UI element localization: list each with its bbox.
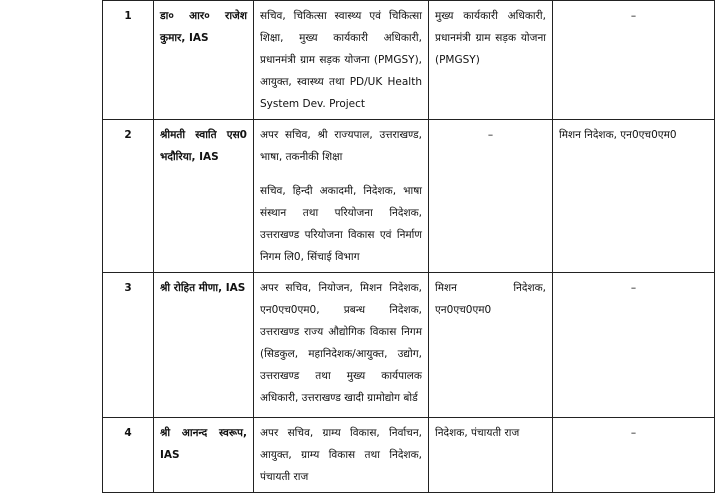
officer-name: श्री रोहित मीणा, IAS: [154, 273, 254, 418]
new-responsibility: –: [553, 418, 715, 493]
new-responsibility: मिशन निदेशक, एन0एच0एम0: [553, 120, 715, 273]
table-row: [103, 120, 715, 273]
serial-number: 2: [103, 120, 154, 273]
relieved-responsibility: निदेशक, पंचायती राज: [429, 418, 553, 493]
serial-number: 3: [103, 273, 154, 418]
new-responsibility: –: [553, 1, 715, 120]
officer-transfer-table: [102, 0, 715, 493]
responsibility-text: सचिव, हिन्दी अकादमी, निदेशक, भाषा संस्थान तथा परियोजना निदेशक, उत्तराखण्ड परियोजना विकास एवं निर्माण निगम लि0, सिंचाई विभाग: [260, 185, 422, 263]
table-row: [103, 1, 715, 120]
officer-name: श्री आनन्द स्वरूप, IAS: [154, 418, 254, 493]
relieved-responsibility: मिशन निदेशक, एन0एच0एम0: [429, 273, 553, 418]
officer-name: श्रीमती स्वाति एस0 भदौरिया, IAS: [154, 120, 254, 273]
serial-number: 4: [103, 418, 154, 493]
officer-name: डा० आर० राजेश कुमार, IAS: [154, 1, 254, 120]
serial-number: 1: [103, 1, 154, 120]
responsibility-text: अपर सचिव, नियोजन, मिशन निदेशक, एन0एच0एम0, प्रबन्ध निदेशक, उत्तराखण्ड राज्य औद्योगिक विकास निगम (सिडकुल, महानिदेशक/आयुक्त, उद्योग, उत्तराखण्ड तथा मुख्य कार्यपालक अधिकारी, उत्तराखण्ड खादी ग्रामोद्योग बोर्ड: [260, 282, 422, 404]
relieved-responsibility: मुख्य कार्यकारी अधिकारी, प्रधानमंत्री ग्राम सड़क योजना (PMGSY): [429, 1, 553, 120]
current-responsibilities: [254, 120, 429, 273]
current-responsibilities: [254, 418, 429, 493]
responsibility-text: अपर सचिव, श्री राज्यपाल, उत्तराखण्ड, भाषा, तकनीकी शिक्षा: [260, 129, 422, 163]
new-responsibility: –: [553, 273, 715, 418]
table-row: [103, 273, 715, 418]
table-row: [103, 418, 715, 493]
responsibility-text: अपर सचिव, ग्राम्य विकास, निर्वाचन, आयुक्त, ग्राम्य विकास तथा निदेशक, पंचायती राज: [260, 427, 422, 483]
paragraph-gap: [260, 168, 422, 180]
responsibility-text: सचिव, चिकित्सा स्वास्थ्य एवं चिकित्सा शिक्षा, मुख्य कार्यकारी अधिकारी, प्रधानमंत्री ग्राम सड़क योजना (PMGSY), आयुक्त, स्वास्थ्य तथा PD/UK Health System Dev. Project: [260, 10, 422, 110]
current-responsibilities: [254, 273, 429, 418]
relieved-responsibility: –: [429, 120, 553, 273]
current-responsibilities: [254, 1, 429, 120]
